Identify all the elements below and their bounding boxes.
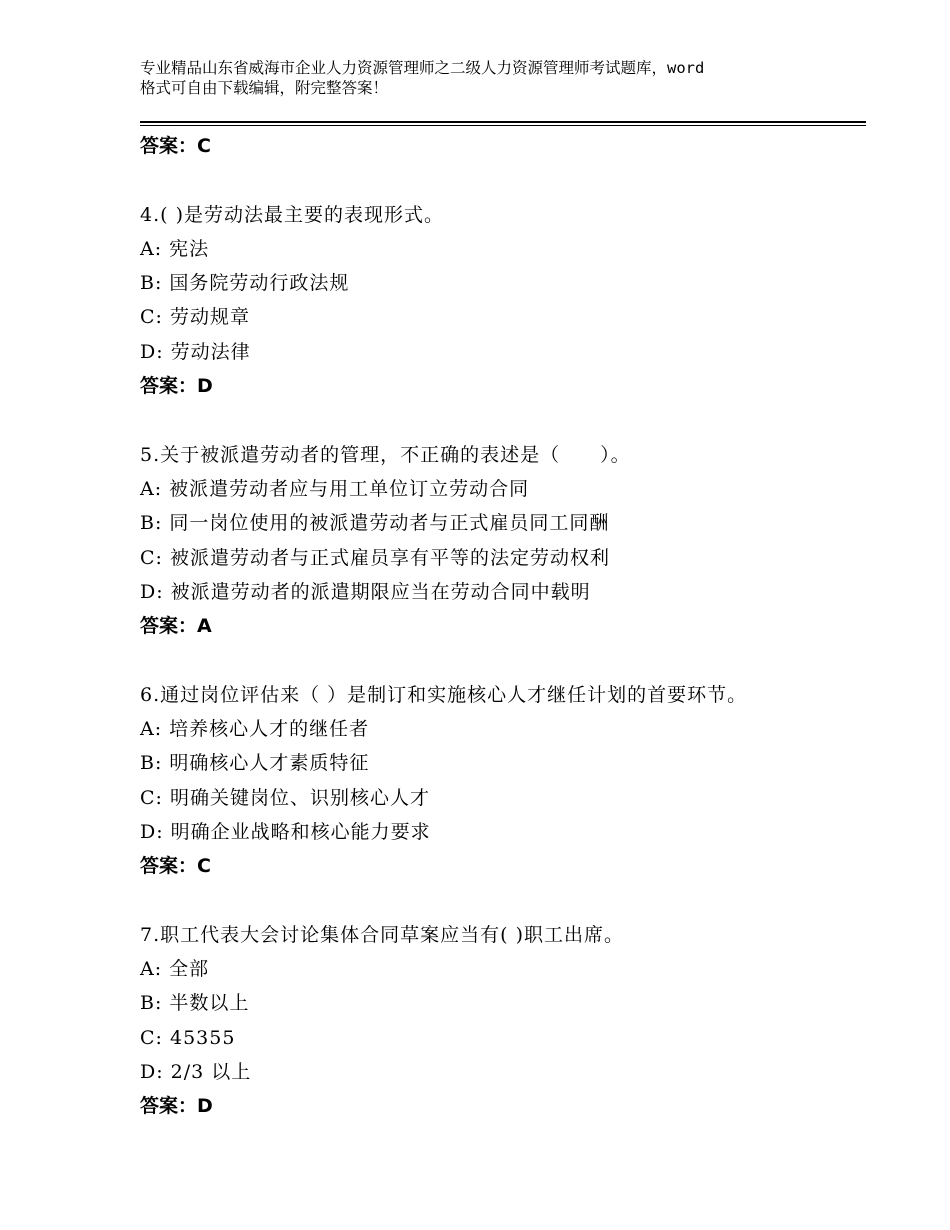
question-list (140, 129, 866, 1124)
header-divider-thin (140, 125, 866, 126)
option-d: D: 2/3 以上 (140, 1061, 252, 1084)
question-stem: 4.( )是劳动法最主要的表现形式。 (140, 203, 444, 226)
document-header (140, 58, 830, 98)
option-b: B: 半数以上 (140, 992, 250, 1015)
question-stem: 5.关于被派遣劳动者的管理，不正确的表述是（ ）。 (140, 443, 631, 466)
header-line-2: 格式可自由下载编辑，附完整答案！ (140, 79, 389, 97)
answer: 答案：C (140, 855, 211, 878)
option-a: A: 宪法 (140, 237, 210, 260)
previous-answer: 答案：C (140, 135, 211, 157)
answer: 答案：A (140, 615, 212, 638)
spacer (140, 643, 866, 677)
option-c: C: 被派遣劳动者与正式雇员享有平等的法定劳动权利 (140, 546, 610, 569)
option-a: A: 全部 (140, 958, 210, 981)
option-d: D: 劳动法律 (140, 340, 251, 363)
question-stem: 7.职工代表大会讨论集体合同草案应当有( )职工出席。 (140, 923, 624, 946)
option-b: B: 国务院劳动行政法规 (140, 272, 350, 295)
option-c: C: 明确关键岗位、识别核心人才 (140, 786, 430, 809)
header-line-1: 专业精品山东省威海市企业人力资源管理师之二级人力资源管理师考试题库，word (140, 59, 705, 77)
question-7 (140, 918, 866, 1124)
question-6 (140, 678, 866, 884)
option-c: C: 45355 (140, 1026, 236, 1049)
answer: 答案：D (140, 375, 213, 398)
spacer (140, 163, 866, 197)
header-divider-thick (140, 121, 866, 123)
option-d: D: 明确企业战略和核心能力要求 (140, 820, 431, 843)
question-5 (140, 438, 866, 644)
option-a: A: 培养核心人才的继任者 (140, 718, 370, 741)
question-4 (140, 198, 866, 404)
option-a: A: 被派遣劳动者应与用工单位订立劳动合同 (140, 477, 530, 500)
option-b: B: 同一岗位使用的被派遣劳动者与正式雇员同工同酬 (140, 512, 610, 535)
option-b: B: 明确核心人才素质特征 (140, 752, 370, 775)
spacer (140, 403, 866, 437)
answer: 答案：D (140, 1095, 213, 1118)
option-c: C: 劳动规章 (140, 306, 250, 329)
spacer (140, 884, 866, 918)
question-stem: 6.通过岗位评估来（ ）是制订和实施核心人才继任计划的首要环节。 (140, 683, 748, 706)
option-d: D: 被派遣劳动者的派遣期限应当在劳动合同中载明 (140, 580, 591, 603)
